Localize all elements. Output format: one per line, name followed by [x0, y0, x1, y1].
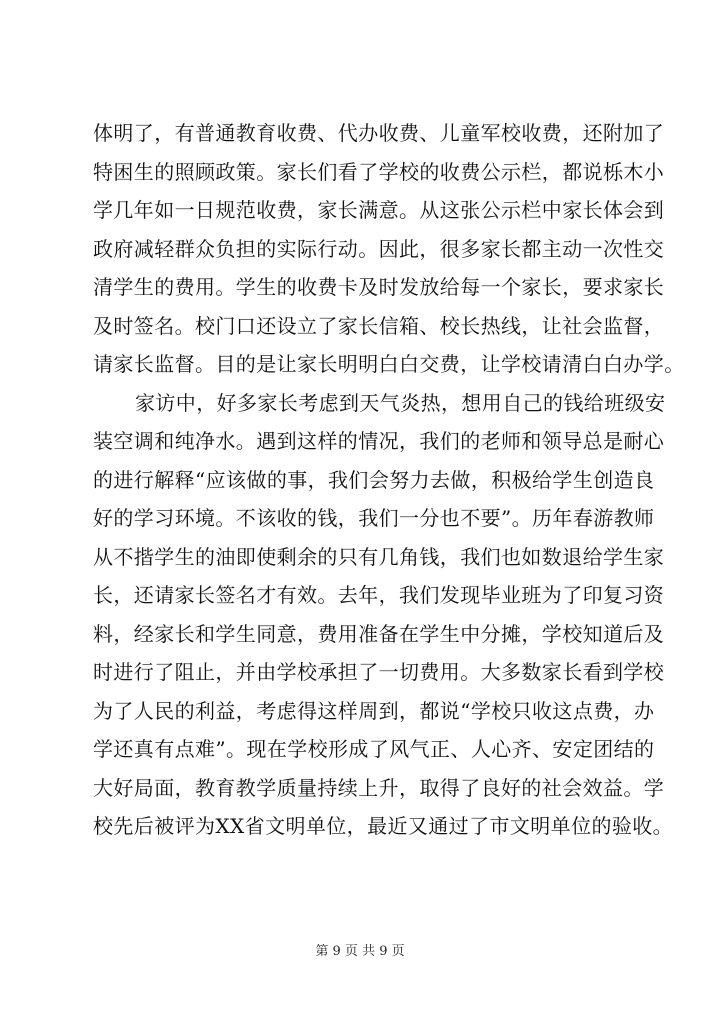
text-line: 装空调和纯净水。遇到这样的情况，我们的老师和领导总是耐心	[93, 429, 665, 453]
body-text	[93, 114, 685, 846]
text-line: 的进行解释“应该做的事，我们会努力去做，积极给学生创造良	[93, 467, 655, 492]
text-line: 体明了，有普通教育收费、代办收费、儿童军校收费，还附加了	[93, 121, 665, 145]
text-line: 清学生的费用。学生的收费卡及时发放给每一个家长，要求家长	[93, 275, 665, 299]
paragraph-first-line: 家访中，好多家长考虑到天气炎热，想用自己的钱给班级安	[135, 390, 666, 415]
text-line: 学还真有点难”。现在学校形成了风气正、人心齐、安定团结的	[93, 737, 655, 761]
text-line: 政府减轻群众负担的实际行动。因此，很多家长都主动一次性交	[93, 236, 665, 261]
text-line: 大好局面，教育教学质量持续上升，取得了良好的社会效益。学	[93, 775, 665, 800]
text-line: 料，经家长和学生同意，费用准备在学生中分摊，学校知道后及	[93, 621, 665, 646]
text-line: 请家长监督。目的是让家长明明白白交费，让学校请清白白办学。	[93, 352, 685, 376]
page-number-footer: 第 9 页 共 9 页	[315, 944, 405, 959]
text-line: 及时签名。校门口还设立了家长信箱、校长热线，让社会监督，	[93, 313, 665, 338]
text-line: 从不揩学生的油即使剩余的只有几角钱，我们也如数退给学生家	[93, 544, 665, 569]
text-line: 好的学习环境。不该收的钱，我们一分也不要”。历年春游教师	[93, 506, 655, 530]
text-line: 校先后被评为XX省文明单位，最近又通过了市文明单位的验收。	[93, 814, 674, 838]
text-line: 长，还请家长签名才有效。去年，我们发现毕业班为了印复习资	[93, 583, 665, 607]
text-line: 为了人民的利益，考虑得这样周到，都说“学校只收这点费，办	[93, 698, 655, 723]
text-line: 学几年如一日规范收费，家长满意。从这张公示栏中家长体会到	[93, 198, 665, 222]
text-line: 特困生的照顾政策。家长们看了学校的收费公示栏，都说栎木小	[93, 159, 665, 184]
text-line: 时进行了阻止，并由学校承担了一切费用。大多数家长看到学校	[93, 660, 665, 684]
